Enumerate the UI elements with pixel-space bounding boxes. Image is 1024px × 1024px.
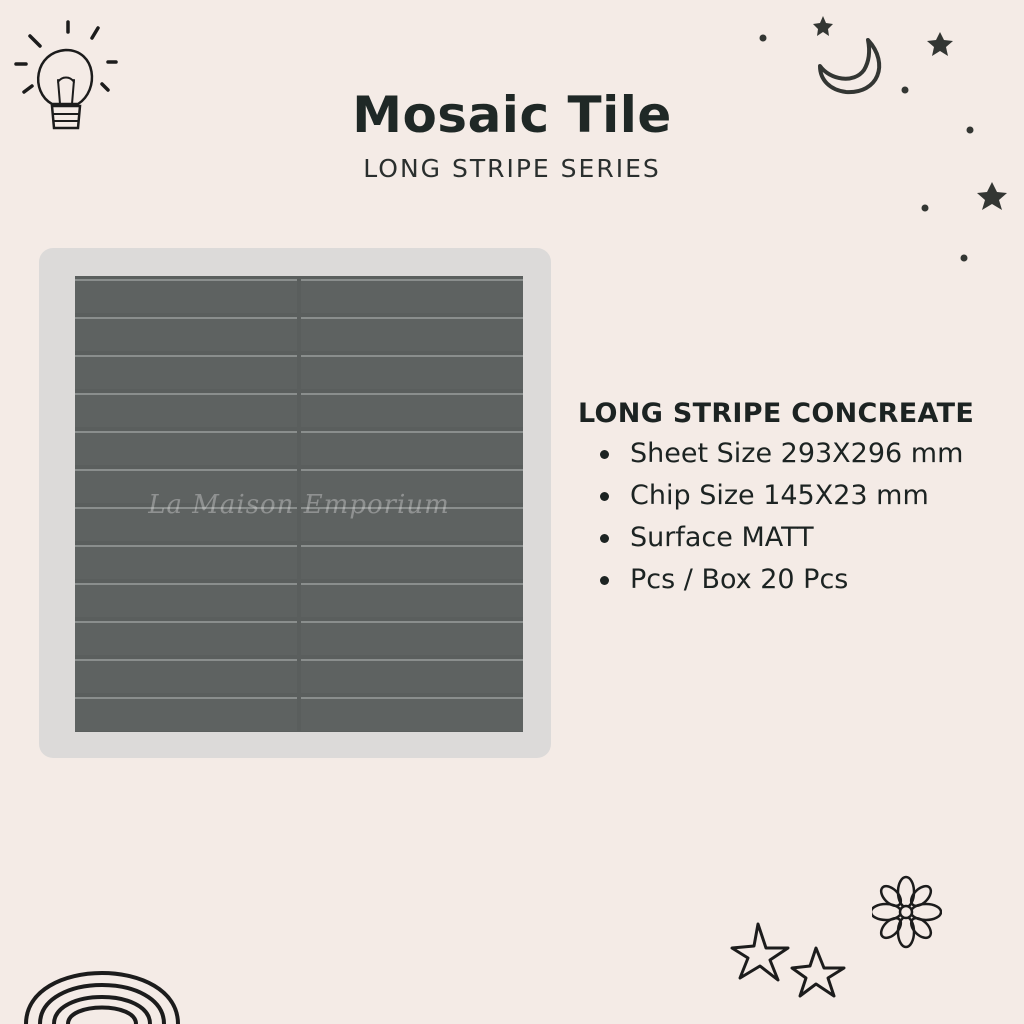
tile-chip [301, 697, 523, 731]
tile-chip-highlight [75, 355, 297, 357]
spec-item-pcs-box: Pcs / Box 20 Pcs [600, 559, 1008, 601]
tile-chip [301, 545, 523, 579]
tile-chip-highlight [301, 393, 523, 395]
tile-chip-highlight [301, 469, 523, 471]
product-photo-frame [39, 248, 551, 758]
tile-chip [301, 393, 523, 427]
spec-list [578, 433, 1008, 601]
spec-title: LONG STRIPE CONCREATE [578, 398, 975, 429]
flower-icon [872, 874, 942, 950]
tile-chip-highlight [301, 317, 523, 319]
rainbow-icon [22, 936, 182, 1024]
tile-chip [75, 355, 297, 389]
tile-chip [301, 355, 523, 389]
tile-chip-highlight [75, 621, 297, 623]
tile-chip [75, 583, 297, 617]
tile-chip [301, 621, 523, 655]
tile-chip-highlight [301, 545, 523, 547]
tile-chip-highlight [75, 697, 297, 699]
tile-chip-highlight [75, 393, 297, 395]
tile-chip [301, 431, 523, 465]
spec-item-chip-size: Chip Size 145X23 mm [600, 475, 1008, 517]
tile-chip-highlight [75, 659, 297, 661]
tile-chip-highlight [75, 545, 297, 547]
tile-chip [75, 317, 297, 351]
tile-chip-highlight [301, 659, 523, 661]
tile-chip-highlight [301, 279, 523, 281]
spec-item-sheet-size: Sheet Size 293X296 mm [600, 433, 1008, 475]
tile-chip [301, 317, 523, 351]
spec-panel [578, 398, 1008, 601]
tile-chip [75, 697, 297, 731]
tile-chip [301, 659, 523, 693]
tile-chip-highlight [75, 279, 297, 281]
tile-chip-highlight [75, 431, 297, 433]
tile-chip-highlight [75, 583, 297, 585]
star-icon [728, 918, 850, 1000]
watermark: La Maison Emporium [148, 490, 450, 520]
tile-chip [75, 545, 297, 579]
spec-item-surface: Surface MATT [600, 517, 1008, 559]
page-subtitle: LONG STRIPE SERIES [363, 154, 661, 183]
tile-chip-highlight [301, 697, 523, 699]
tile-chip-highlight [301, 355, 523, 357]
tile-chip [301, 279, 523, 313]
tile-chip [75, 393, 297, 427]
tile-chip-highlight [301, 583, 523, 585]
tile-chip [75, 659, 297, 693]
tile-chip-highlight [75, 469, 297, 471]
page-title: Mosaic Tile [352, 86, 672, 144]
tile-sheet-image [75, 276, 523, 732]
tile-chip-highlight [301, 431, 523, 433]
tile-chip-highlight [301, 621, 523, 623]
tile-chip-highlight [75, 317, 297, 319]
tile-chip [75, 621, 297, 655]
tile-chip [75, 279, 297, 313]
tile-chip [75, 431, 297, 465]
tile-chip [301, 583, 523, 617]
